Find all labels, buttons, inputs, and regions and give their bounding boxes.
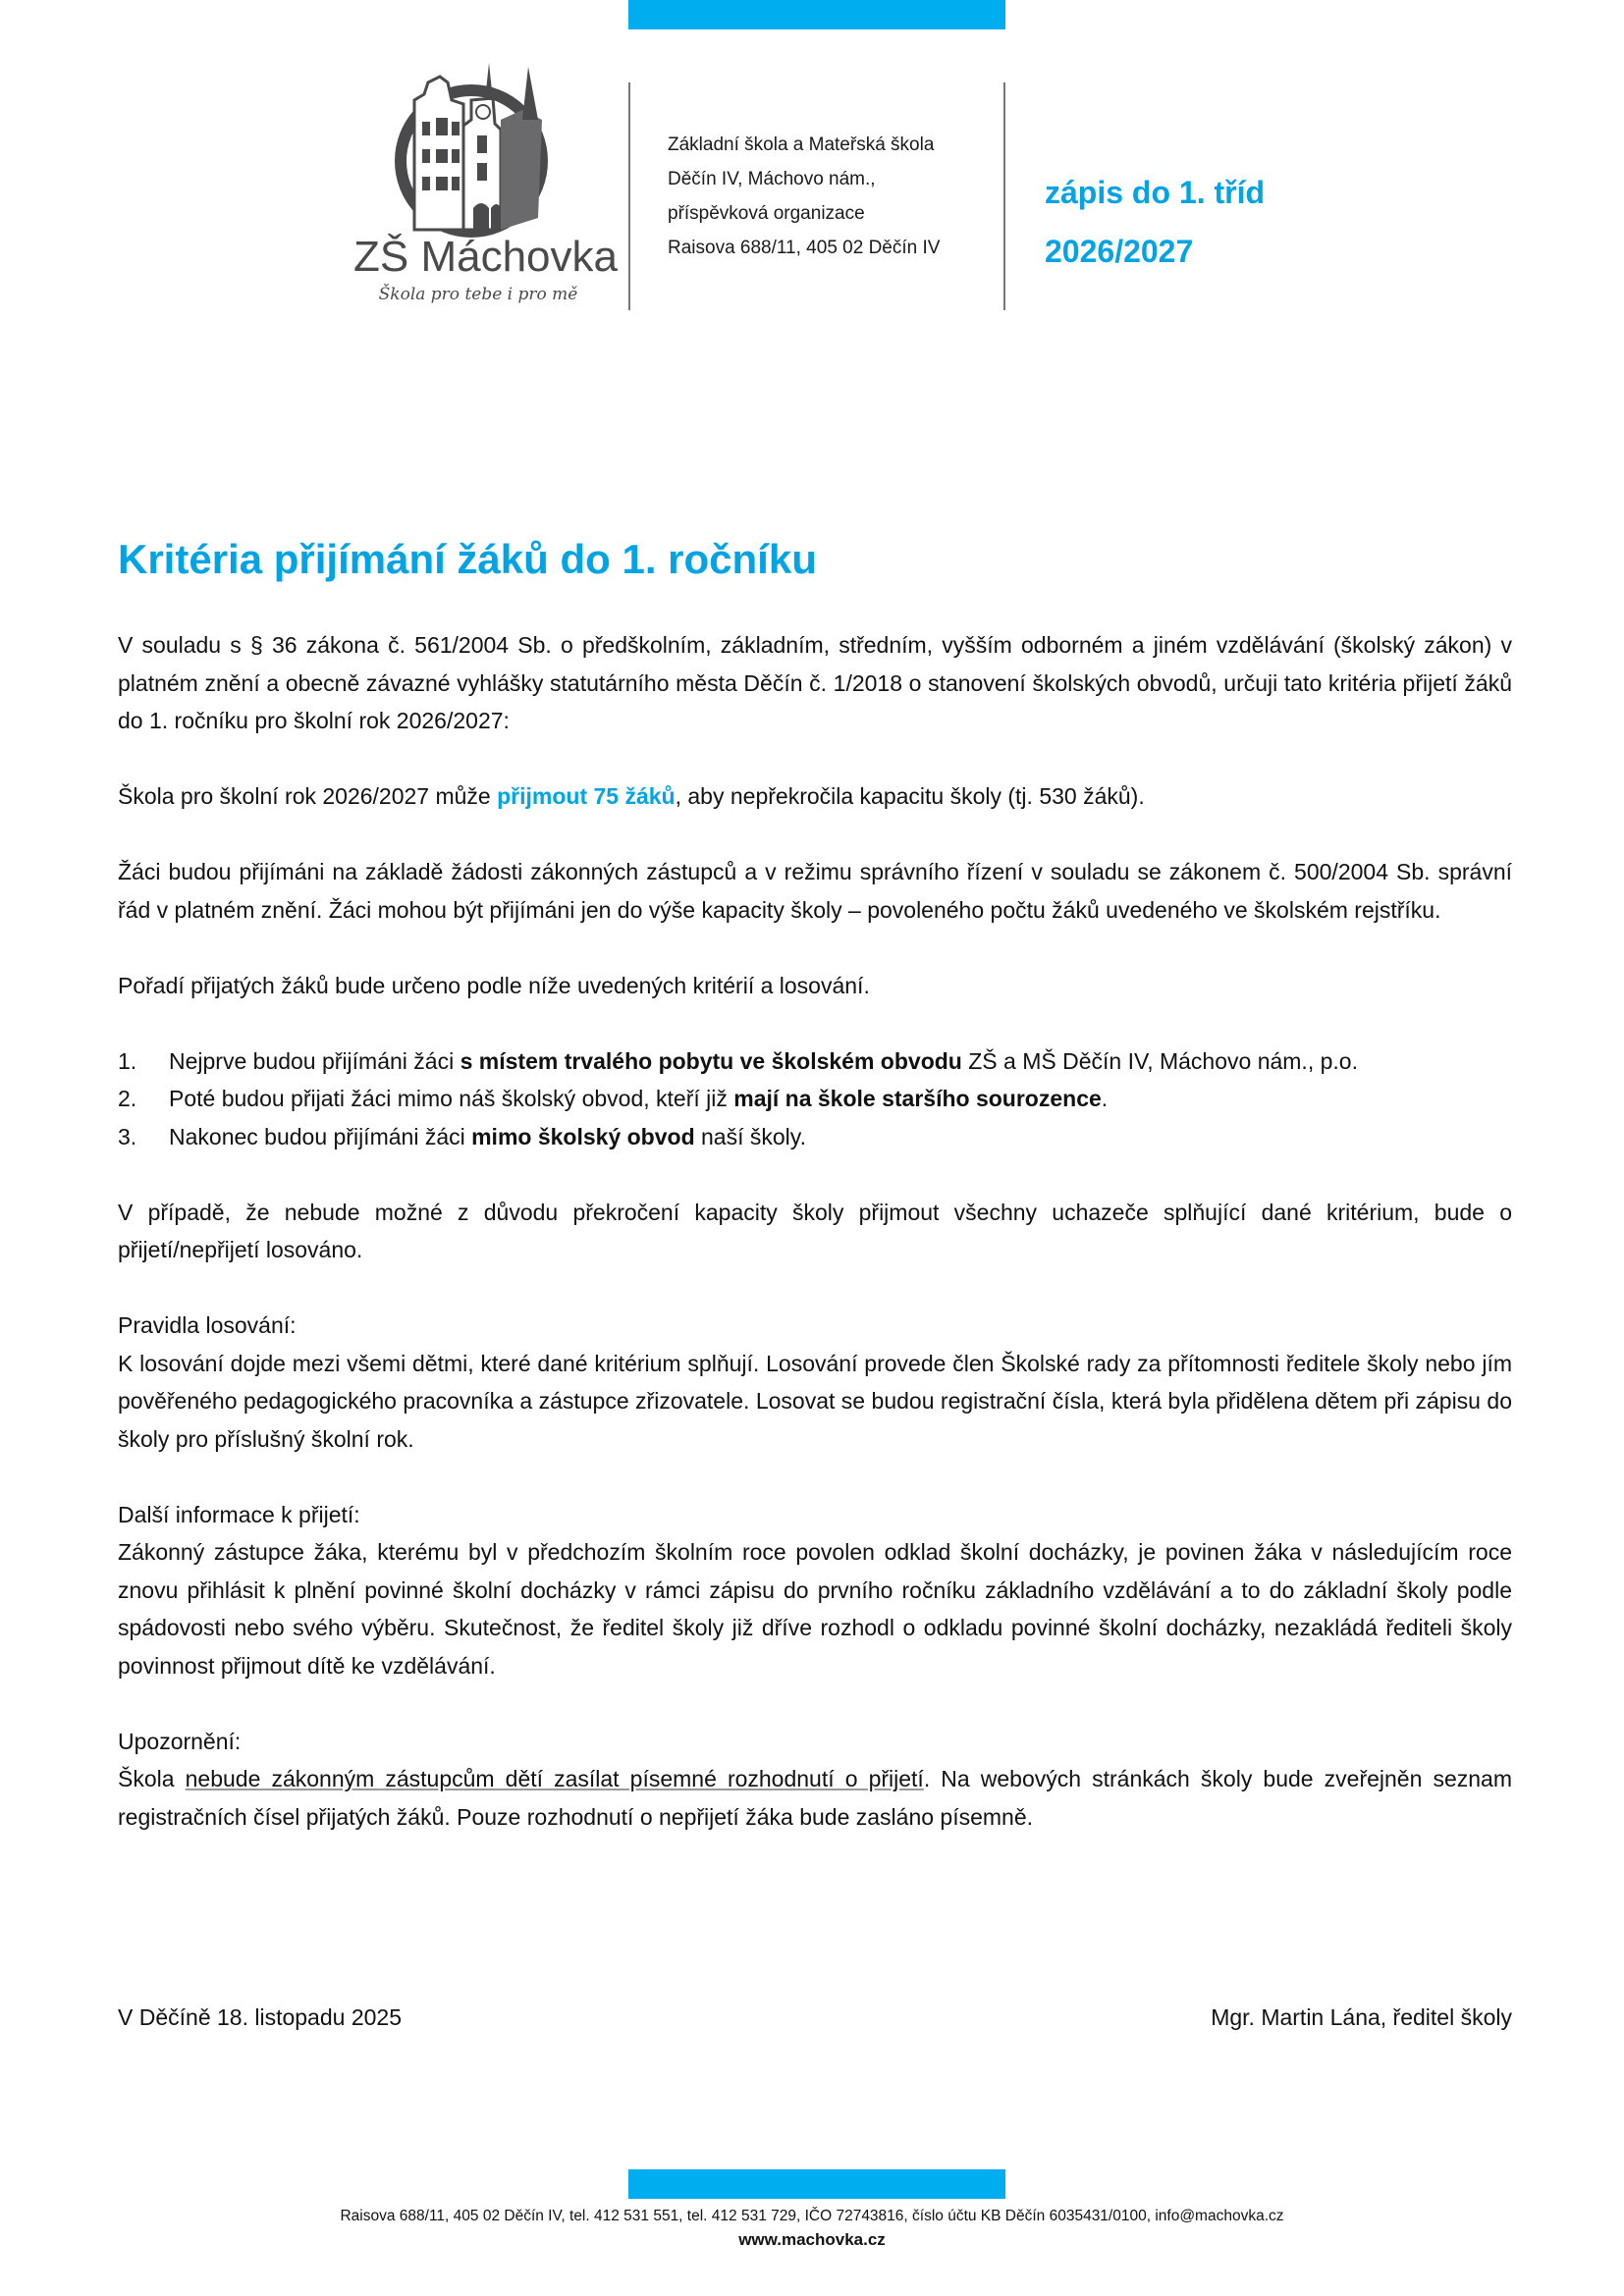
capacity-text: , aby nepřekročila kapacitu školy (tj. 530 žáků).	[675, 783, 1145, 809]
capacity-paragraph	[118, 777, 1512, 816]
lottery-rules-text: K losování dojde mezi všemi dětmi, které dané kritérium splňují. Losování provede člen Školské rady za přítomnosti ředitele školy nebo jím pověřeného pedagogického pracovníka a zástupce zřizovatele. Losovat se budou registrační čísla, která byla přidělena dětem při zápisu do školy pro příslušný školní rok.	[118, 1350, 1512, 1452]
criteria-text: Nejprve budou přijímáni žáci	[169, 1047, 460, 1074]
enrollment-badge	[1045, 163, 1265, 281]
bottom-accent-bar	[628, 2169, 1005, 2199]
org-line: Raisova 688/11, 405 02 Děčín IV	[668, 238, 941, 258]
notice-underlined: nebude zákonným zástupcům dětí zasílat písemné rozhodnutí o přijetí	[185, 1766, 924, 1791]
header-divider	[628, 82, 630, 310]
section-heading: Upozornění:	[118, 1728, 242, 1754]
criteria-text: Poté budou přijati žáci mimo náš školský obvod, kteří již	[169, 1086, 734, 1111]
more-info-text: Zákonný zástupce žáka, kterému byl v předchozím školním roce povolen odklad školní docházky, je povinen žáka v následujícím roce znovu přihlásit k plnění povinné školní docházky v rámci zápisu do prvního ročníku základního vzdělávání a to do základní školy podle spádovosti nebo svého výběru. Skutečnost, že ředitel školy již dříve rozhodl o odkladu povinné školní docházky, nezakládá řediteli školy povinnost přijmout dítě ke vzdělávání.	[118, 1539, 1512, 1679]
criteria-emphasis: mají na škole staršího sourozence	[733, 1086, 1102, 1111]
org-line: příspěvková organizace	[668, 203, 865, 224]
criteria-emphasis: mimo školský obvod	[471, 1123, 695, 1149]
criteria-number: 3.	[118, 1123, 137, 1149]
footer	[0, 2205, 1624, 2252]
criteria-emphasis: s místem trvalého pobytu ve školském obvodu	[460, 1047, 962, 1074]
more-info	[118, 1496, 1512, 1685]
top-accent-bar	[628, 0, 1005, 29]
place-date: V Děčíně 18. listopadu 2025	[118, 2004, 402, 2030]
signature: Mgr. Martin Lána, ředitel školy	[1211, 2004, 1512, 2030]
header-divider	[1003, 82, 1005, 310]
notice-text: Škola	[118, 1766, 186, 1791]
criteria-item	[118, 1042, 1512, 1081]
signature-row	[118, 2004, 1512, 2031]
school-building-logo-icon	[346, 61, 597, 238]
capacity-text: Škola pro školní rok 2026/2027 může	[118, 783, 498, 809]
intro-paragraph: V souladu s § 36 zákona č. 561/2004 Sb. o předškolním, základním, středním, vyšším odborném a jiném vzdělávání (školský zákon) v platném znění a obecně závazné vyhlášky statutárního města Děčín č. 1/2018 o stanovení školských obvodů, určuji tato kritéria přijetí žáků do 1. ročníku pro školní rok 2026/2027:	[118, 632, 1512, 733]
notice	[118, 1723, 1512, 1837]
document-body	[118, 626, 1512, 1874]
lottery-intro: V případě, že nebude možné z důvodu překročení kapacity školy přijmout všechny uchazeče splňující dané kritérium, bude o přijetí/nepřijetí losováno.	[118, 1199, 1512, 1262]
criteria-list	[118, 1042, 1512, 1156]
criteria-text: ZŠ a MŠ Děčín IV, Máchovo nám., p.o.	[961, 1047, 1358, 1074]
criteria-item	[118, 1080, 1512, 1118]
page-title: Kritéria přijímání žáků do 1. ročníku	[118, 536, 817, 582]
school-logo	[346, 61, 618, 316]
admission-paragraph: Žáci budou přijímáni na základě žádosti zákonných zástupců a v režimu správního řízení v souladu se zákonem č. 500/2004 Sb. správní řád v platném znění. Žáci mohou být přijímáni jen do výše kapacity školy – povoleného počtu žáků uvedeného ve školském rejstříku.	[118, 859, 1512, 923]
section-heading: Pravidla losování:	[118, 1312, 297, 1338]
footer-website-link[interactable]: www.machovka.cz	[738, 2230, 886, 2249]
criteria-number: 1.	[118, 1047, 137, 1074]
org-line: Základní škola a Mateřská škola	[668, 134, 935, 155]
logo-tagline: Škola pro tebe i pro mě	[378, 285, 578, 304]
criteria-text: .	[1101, 1086, 1109, 1111]
lottery-rules	[118, 1307, 1512, 1458]
school-year: 2026/2027	[1045, 234, 1194, 269]
organization-address	[668, 128, 940, 265]
notice-text: . Na webových stránkách školy bude zveřejněn seznam registračních čísel přijatých žáků. Pouze rozhodnutí o nepřijetí žáka bude zasláno písemně.	[118, 1766, 1512, 1830]
criteria-item	[118, 1118, 1512, 1156]
criteria-number: 2.	[118, 1086, 137, 1111]
org-line: Děčín IV, Máchovo nám.,	[668, 169, 876, 189]
enrollment-title: zápis do 1. tříd	[1045, 175, 1266, 210]
section-heading: Další informace k přijetí:	[118, 1501, 360, 1527]
criteria-text: Nakonec budou přijímáni žáci	[169, 1123, 472, 1149]
logo-title: ZŠ Máchovka	[353, 233, 618, 281]
capacity-highlight: přijmout 75 žáků	[497, 783, 676, 809]
footer-contact: Raisova 688/11, 405 02 Děčín IV, tel. 412 531 551, tel. 412 531 729, IČO 72743816, číslo účtu KB Děčín 6035431/0100, info@machovka.cz	[340, 2208, 1284, 2224]
order-paragraph: Pořadí přijatých žáků bude určeno podle níže uvedených kritérií a losování.	[118, 972, 870, 998]
criteria-text: naší školy.	[694, 1123, 806, 1149]
